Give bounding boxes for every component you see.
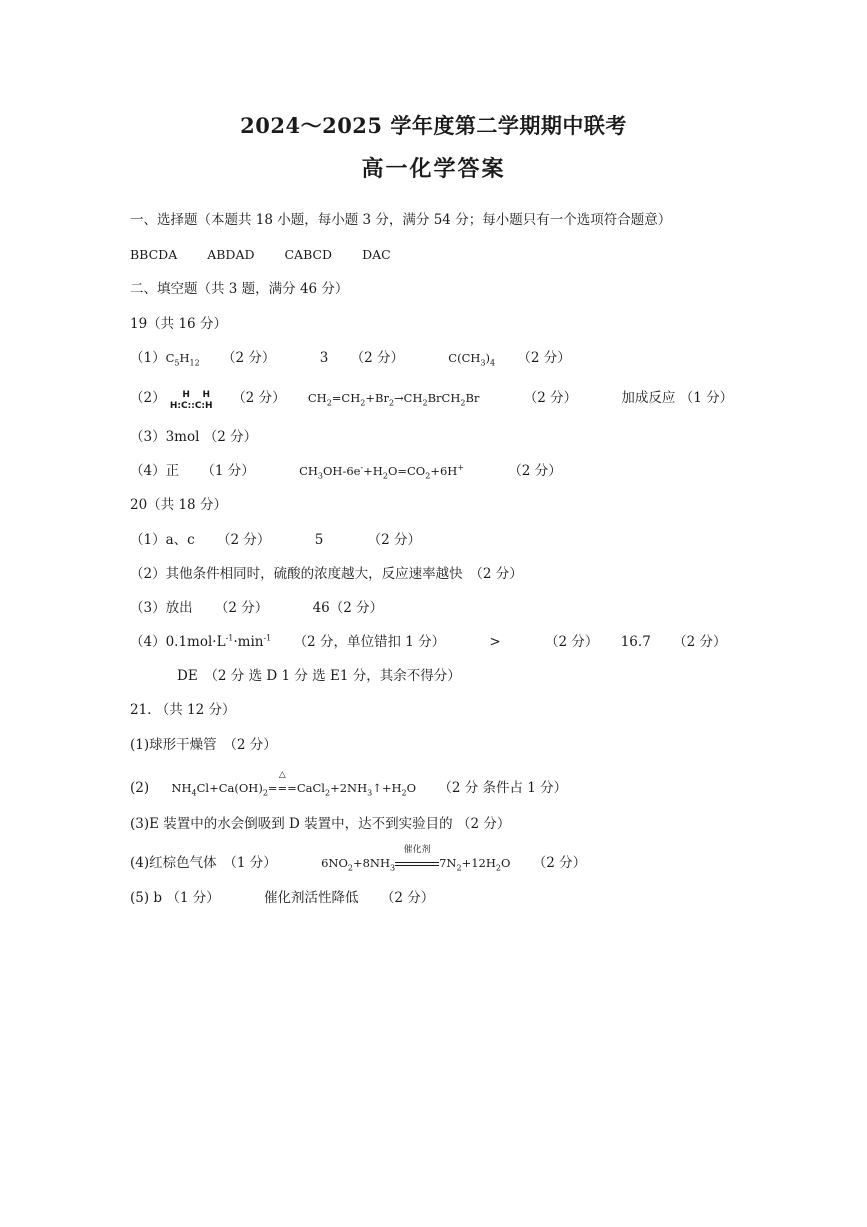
answer-group-3: CABCD — [284, 247, 333, 262]
q21-part4: (4)红棕色气体 （1 分） $6NO_2+8NH_3$ 催化剂 $7N_2+12H_2O$ （2 分） — [130, 845, 587, 873]
ethylene-bromine-equation: $CH_2=CH_2+Br_2\to CH_2BrCH_2Br$ — [307, 391, 480, 408]
title-line1: 2024～2025 学年度第二学期期中联考 — [240, 113, 627, 138]
q21-part2: (2) $NH_4Cl+Ca(OH)_2$ △ $===CaCl_2+2NH_3↑+H_2O$ （2 分 条件占 1 分） — [130, 770, 568, 798]
section1-heading: 一、选择题（本题共 18 小题，每小题 3 分，满分 54 分；每小题只有一个选项符合题意） — [130, 212, 672, 228]
ammonia-preparation-equation: $NH_4Cl+Ca(OH)_2$ △ $===CaCl_2+2NH_3↑+H_2O$ — [171, 770, 417, 798]
formula-c-ch3-4: $C(CH_3)_4$ — [448, 351, 496, 368]
q20-heading: 20（共 18 分） — [130, 497, 227, 513]
no2-nh3-equation: $6NO_2+8NH_3$ 催化剂 $7N_2+12H_2O$ — [321, 845, 511, 873]
q19-part4: （4）正 （1 分） $CH_3OH-6e^-+H_2O=CO_2+6H^+$ （2 分） — [130, 463, 562, 481]
q19-heading: 19（共 16 分） — [130, 316, 227, 332]
answer-group-2: ABDAD — [207, 247, 255, 262]
mc-answers — [130, 245, 391, 265]
methanol-electrode-equation: $CH_3OH-6e^-+H_2O=CO_2+6H^+$ — [299, 463, 465, 481]
q20-part2: （2）其他条件相同时，硫酸的浓度越大，反应速率越快 （2 分） — [130, 566, 523, 582]
section2-heading: 二、填空题（共 3 题，满分 46 分） — [130, 281, 349, 297]
answer-group-4: DAC — [362, 247, 391, 262]
ethylene-electron-structure: H H H:C::C:H — [169, 389, 213, 411]
q21-heading: 21. （共 12 分） — [130, 702, 236, 718]
title-line2: 高一化学答案 — [361, 156, 506, 182]
q21-part3: (3)E 装置中的水会倒吸到 D 装置中，达不到实验目的 （2 分） — [130, 816, 511, 832]
q21-part5: (5) b （1 分） 催化剂活性降低 （2 分） — [130, 890, 435, 906]
q19-part3: （3）3mol （2 分） — [130, 429, 258, 445]
q19-part1: $(1)C_5H_{12}$ （2 分） 3 （2 分） $C(CH_3)_4$ （2 分） — [130, 350, 571, 368]
q20-part3: （3）放出 （2 分） 46（2 分） — [130, 600, 384, 616]
q21-part1: (1)球形干燥管 （2 分） — [130, 737, 277, 753]
q20-part4-de: DE （2 分 选 D 1 分 选 E1 分，其余不得分） — [177, 668, 461, 684]
q20-part1: （1）a、c （2 分） 5 （2 分） — [130, 532, 421, 548]
q19-part2: （2） H H H:C::C:H （2 分） $CH_2=CH_2+Br_2\to CH_2BrCH_2Br$ （2 分） 加成反应 （1 分） — [130, 389, 734, 411]
q20-part4: $(4)0.1mol\cdot L^{-1}\cdot\min^{-1}$ （2 分，单位错扣 1 分） > （2 分） 16.7 （2 分） — [130, 633, 727, 650]
answer-group-1: BBCDA — [130, 247, 178, 262]
formula-c5h12: $C_5H_{12}$ — [165, 351, 200, 368]
